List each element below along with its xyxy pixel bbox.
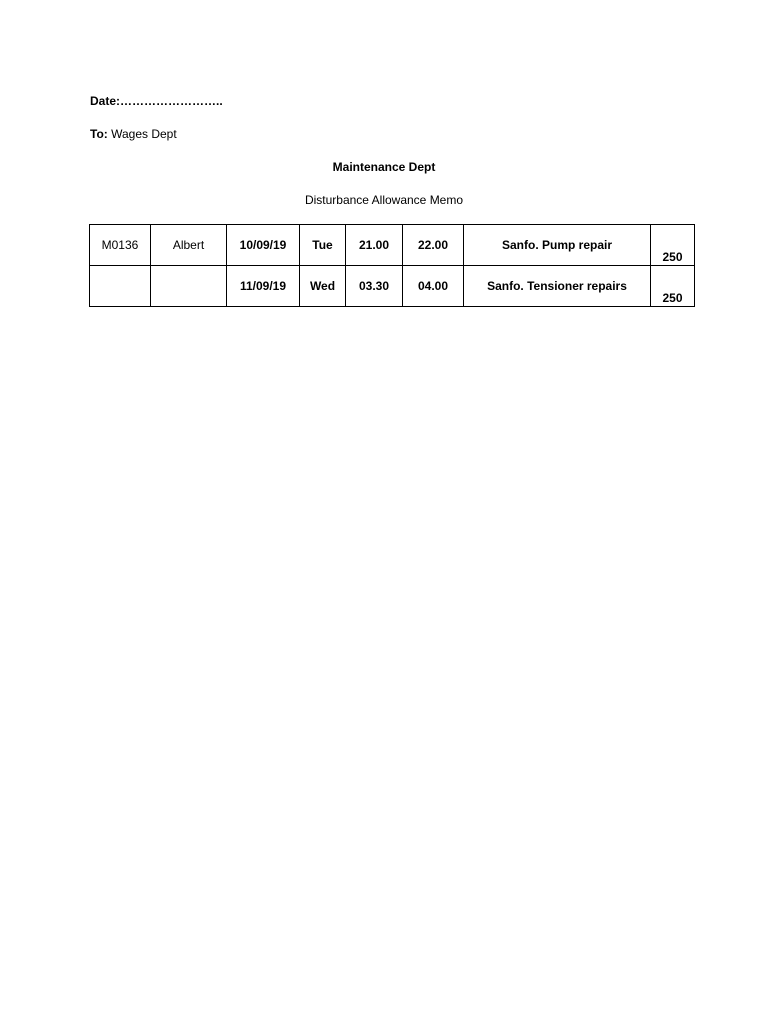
end-time-cell: 04.00: [403, 266, 464, 307]
day-cell: Tue: [300, 225, 346, 266]
start-time-cell: 03.30: [346, 266, 403, 307]
memo-title: Disturbance Allowance Memo: [304, 193, 464, 207]
department-title: Maintenance Dept: [332, 160, 436, 174]
recipient-value: Wages Dept: [111, 127, 177, 141]
description-cell: Sanfo. Tensioner repairs: [464, 266, 651, 307]
date-cell: 10/09/19: [227, 225, 300, 266]
employee-name-cell: Albert: [151, 225, 227, 266]
amount-cell: 250: [651, 266, 695, 307]
recipient-line: [90, 127, 177, 141]
allowance-table: [89, 224, 695, 307]
date-cell: 11/09/19: [227, 266, 300, 307]
employee-name-cell: [151, 266, 227, 307]
day-cell: Wed: [300, 266, 346, 307]
start-time-cell: 21.00: [346, 225, 403, 266]
date-field: Date:……………………..: [90, 94, 223, 108]
recipient-label: To:: [90, 127, 108, 141]
table-row: [90, 225, 695, 266]
description-cell: Sanfo. Pump repair: [464, 225, 651, 266]
employee-id-cell: [90, 266, 151, 307]
end-time-cell: 22.00: [403, 225, 464, 266]
table-row: [90, 266, 695, 307]
amount-cell: 250: [651, 225, 695, 266]
employee-id-cell: M0136: [90, 225, 151, 266]
